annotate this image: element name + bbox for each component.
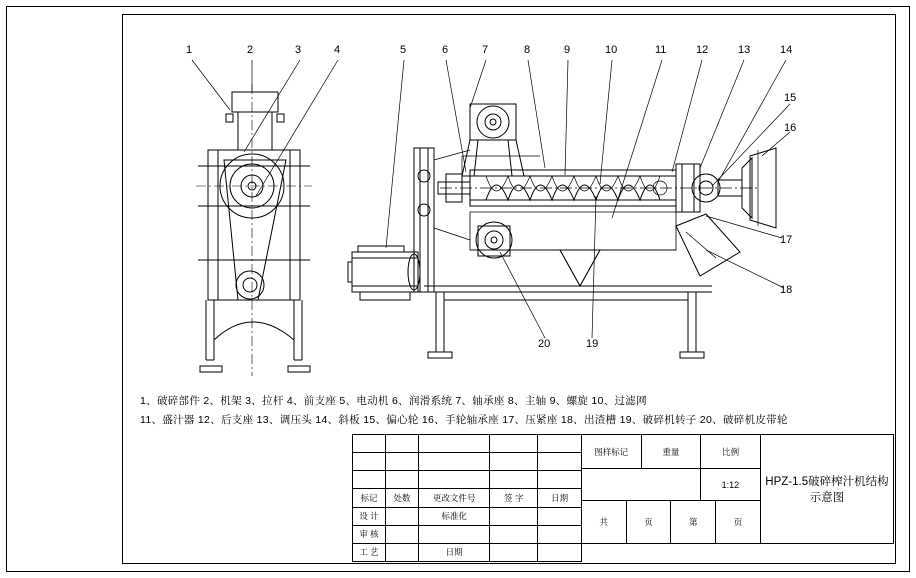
callout-20: 20 — [538, 338, 551, 350]
title-block-sheet-total-unit: 页 — [627, 501, 672, 543]
title-block-check-sign — [490, 525, 538, 543]
title-block-process-date-label: 日期 — [419, 543, 490, 561]
callout-12: 12 — [696, 44, 709, 56]
callout-6: 6 — [442, 44, 449, 56]
callout-4: 4 — [334, 44, 341, 56]
title-block-sheet-total-label: 共 — [582, 501, 627, 543]
title-block-sheet-no-label: 第 — [671, 501, 716, 543]
title-block-changedoc-header: 更改文件号 — [419, 489, 490, 507]
callout-8: 8 — [524, 44, 531, 56]
title-block-qty-header: 处数 — [386, 489, 419, 507]
title-block-weight-header: 重量 — [642, 435, 702, 469]
title-block-check-extra — [419, 525, 490, 543]
callout-17: 17 — [780, 234, 793, 246]
callout-9: 9 — [564, 44, 571, 56]
title-block-design-date — [538, 507, 582, 525]
callout-15: 15 — [784, 92, 797, 104]
title-block-process-sign — [490, 543, 538, 561]
title-block-date-header: 日期 — [538, 489, 582, 507]
title-block-check-value — [386, 525, 419, 543]
title-block-sign-header: 签 字 — [490, 489, 538, 507]
title-block-scale-header: 比例 — [701, 435, 760, 469]
callout-2: 2 — [247, 44, 254, 56]
title-block-check-date — [538, 525, 582, 543]
legend-line-2: 11、盛汁器 12、后支座 13、调压头 14、斜板 15、偏心轮 16、手轮轴承座 17、压紧座 18、出渣槽 19、破碎机转子 20、破碎机皮带轮 — [140, 414, 788, 426]
title-block-mark-header: 标记 — [353, 489, 386, 507]
title-block-process-label: 工 艺 — [353, 543, 386, 561]
title-block-sheet-no-unit: 页 — [733, 516, 743, 527]
title-block-design-value — [386, 507, 419, 525]
callout-10: 10 — [605, 44, 618, 56]
drawing-title: HPZ-1.5破碎榨汁机结构示意图 — [765, 475, 889, 504]
callout-1: 1 — [186, 44, 193, 56]
title-block-standardize-label: 标准化 — [419, 507, 490, 525]
title-block-check-label: 审 核 — [353, 525, 386, 543]
callout-11: 11 — [655, 44, 667, 56]
callout-7: 7 — [482, 44, 489, 56]
callout-16: 16 — [784, 122, 797, 134]
title-block-marking-header: 图样标记 — [582, 435, 642, 469]
callout-18: 18 — [780, 284, 793, 296]
title-block-process-date — [538, 543, 582, 561]
callout-5: 5 — [400, 44, 407, 56]
title-block-scale-value: 1:12 — [701, 469, 760, 501]
title-block — [352, 434, 894, 562]
title-block-process-value — [386, 543, 419, 561]
callout-14: 14 — [780, 44, 793, 56]
title-block-design-label: 设 计 — [353, 507, 386, 525]
callout-19: 19 — [586, 338, 599, 350]
title-block-standardize-value — [490, 507, 538, 525]
legend-block — [140, 392, 788, 430]
legend-line-1: 1、破碎部件 2、机架 3、拉杆 4、前支座 5、电动机 6、润滑系统 7、轴承座 8、主轴 9、螺旋 10、过滤网 — [140, 395, 647, 407]
callout-13: 13 — [738, 44, 751, 56]
callout-3: 3 — [295, 44, 302, 56]
